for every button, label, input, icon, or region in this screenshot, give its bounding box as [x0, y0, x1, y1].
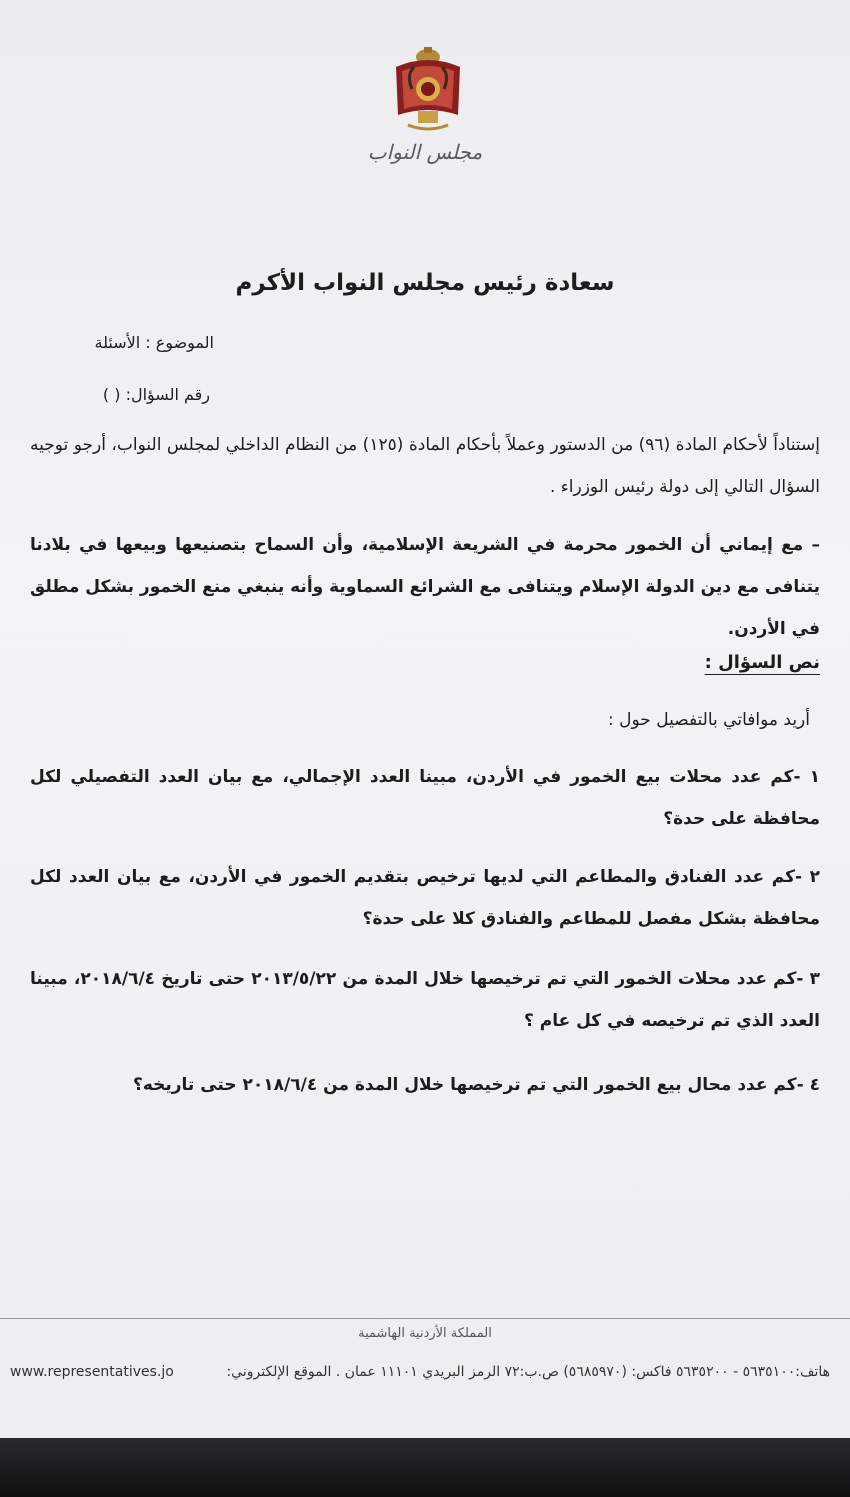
footer-contact-details: هاتف:٥٦٣٥١٠٠ - ٥٦٣٥٢٠٠ فاكس: (٥٦٨٥٩٧٠) ص.ب:٧٢ الرمز البريدي ١١١٠١ عمان . الموقع الإلكتروني:	[226, 1364, 830, 1380]
footer-kingdom: المملكة الأردنية الهاشمية	[358, 1326, 492, 1341]
subject-line: الموضوع : الأسئلة	[94, 333, 214, 352]
question-item-2: ٢ -كم عدد الفنادق والمطاعم التي لديها ترخيص بتقديم الخمور في الأردن، مع بيان العدد لكل محافظة بشكل مفصل للمطاعم والفنادق كلا على حدة؟	[30, 867, 820, 929]
org-name-logo: مجلس النواب	[367, 140, 483, 164]
preamble-paragraph: – مع إيماني أن الخمور محرمة في الشريعة الإسلامية، وأن السماح بتصنيعها وبيعها في بلادنا يتنافى مع دين الدولة الإسلام ويتنافى مع الشرائع السماوية وأنه ينبغي منع الخمور بشكل مطلق في الأردن.	[30, 535, 820, 639]
letter-title: سعادة رئيس مجلس النواب الأكرم	[235, 270, 615, 296]
footer-contact-line	[10, 1364, 830, 1380]
footer-website[interactable]: www.representatives.jo	[10, 1364, 174, 1380]
question-item-3: ٣ -كم عدد محلات الخمور التي تم ترخيصها خلال المدة من ٢٠١٣/٥/٢٢ حتى تاريخ ٢٠١٨/٦/٤، مبينا العدد الذي تم ترخيصه في كل عام ؟	[30, 969, 821, 1031]
jordan-coat-of-arms-icon	[388, 45, 468, 135]
footer-divider	[0, 1318, 850, 1319]
intro-paragraph: إستناداً لأحكام المادة (٩٦) من الدستور وعملاً بأحكام المادة (١٢٥) من النظام الداخلي لمجلس النواب، أرجو توجيه السؤال التالي إلى دولة رئيس الوزراء .	[30, 435, 820, 497]
photo-background-edge	[0, 1438, 850, 1497]
question-item-4: ٤ -كم عدد محال بيع الخمور التي تم ترخيصها خلال المدة من ٢٠١٨/٦/٤ حتى تاريخه؟	[132, 1075, 820, 1095]
question-heading: نص السؤال :	[704, 652, 820, 673]
request-line: أريد موافاتي بالتفصيل حول :	[608, 710, 810, 730]
question-number: رقم السؤال: ( )	[102, 385, 210, 404]
question-item-1: ١ -كم عدد محلات بيع الخمور في الأردن، مبينا العدد الإجمالي، مع بيان العدد التفصيلي لكل محافظة على حدة؟	[30, 767, 820, 829]
